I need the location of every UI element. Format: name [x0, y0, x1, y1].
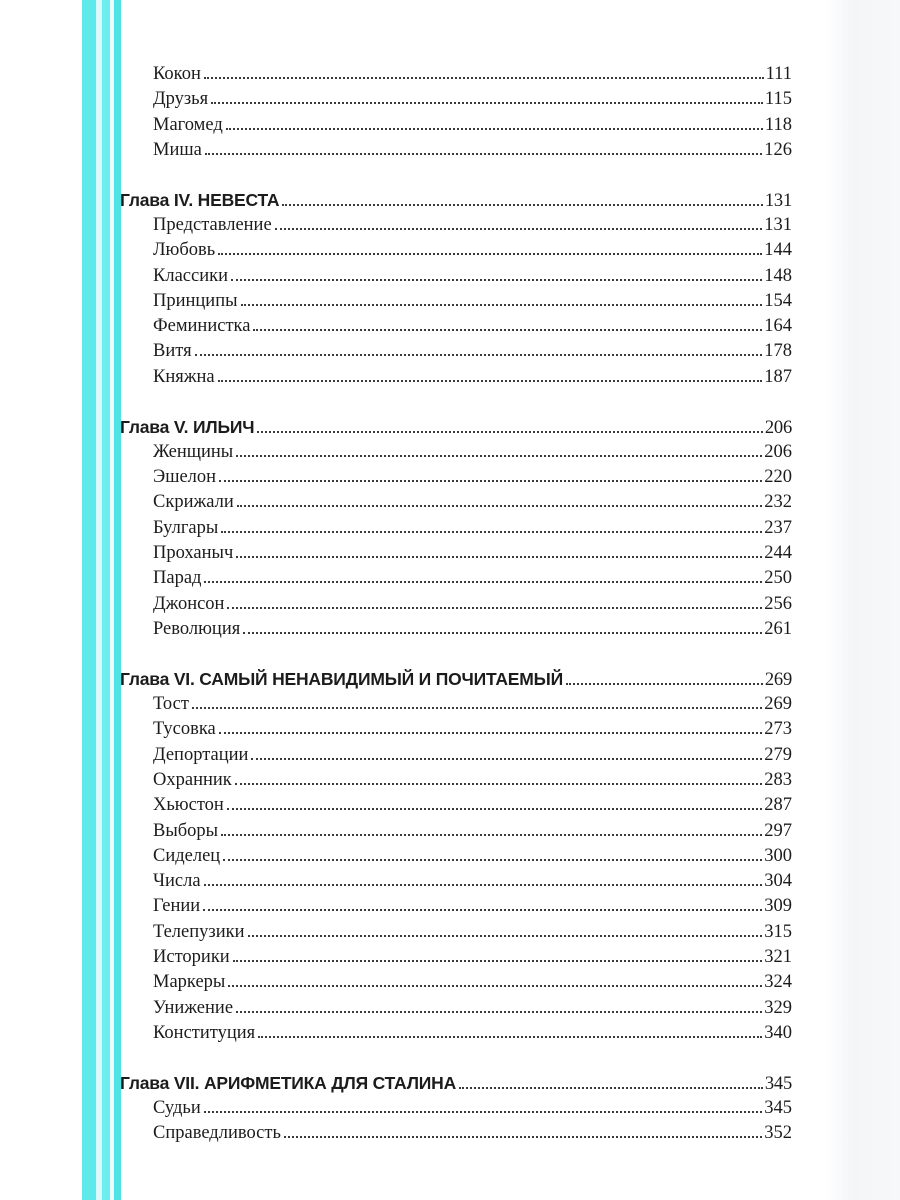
toc-entry: [120, 793, 792, 818]
toc-entry: [120, 592, 792, 617]
toc-entry-title: Унижение: [153, 997, 234, 1018]
toc-entry-title: Числа: [153, 871, 201, 892]
toc-entry: [120, 768, 792, 793]
leader-dots: [253, 328, 762, 331]
toc-entry: [120, 996, 792, 1021]
toc-entry-page: 345: [764, 1097, 792, 1118]
toc-entry-page: 244: [764, 543, 792, 564]
toc-entry: [120, 945, 792, 970]
leader-dots: [221, 530, 762, 533]
toc-entry: [120, 844, 792, 869]
leader-dots: [211, 101, 763, 104]
leader-dots: [195, 353, 763, 356]
chapter-heading: [120, 667, 792, 692]
toc-entry: [120, 440, 792, 465]
section-gap: [120, 642, 792, 667]
leader-dots: [203, 908, 762, 911]
leader-dots: [235, 782, 762, 785]
toc-entry-page: 297: [764, 820, 792, 841]
toc-entry: [120, 465, 792, 490]
toc-entry-title: Революция: [153, 618, 241, 639]
toc-entry: [120, 113, 792, 138]
toc-entry-page: 115: [764, 89, 792, 110]
toc-entry-page: 279: [764, 744, 792, 765]
toc-entry: [120, 692, 792, 717]
toc-entry: [120, 743, 792, 768]
toc-entry: [120, 1096, 792, 1121]
toc-entry-title: Феминистка: [153, 316, 251, 337]
toc-entry: [120, 490, 792, 515]
toc-entry-page: 352: [764, 1123, 792, 1144]
toc-entry-title: Сиделец: [153, 845, 221, 866]
toc-entry-page: 287: [764, 795, 792, 816]
leader-dots: [236, 555, 762, 558]
leader-dots: [227, 807, 762, 810]
chapter-title: Глава IV. НЕВЕСТА: [120, 189, 280, 210]
section-gap: [120, 390, 792, 415]
leader-dots: [251, 757, 762, 760]
leader-dots: [218, 252, 762, 255]
leader-dots: [566, 682, 763, 685]
toc-entry-page: 118: [764, 114, 792, 135]
toc-entry-title: Витя: [153, 341, 192, 362]
toc-entry-title: Женщины: [153, 441, 234, 462]
toc-entry-title: Миша: [153, 139, 202, 160]
chapter-heading: [120, 415, 792, 440]
toc-entry-title: Справедливость: [153, 1123, 281, 1144]
chapter-title: Глава V. ИЛЬИЧ: [120, 416, 255, 437]
leader-dots: [227, 606, 762, 609]
toc-entry-title: Тусовка: [153, 719, 216, 740]
toc-entry-title: Скрижали: [153, 492, 234, 513]
toc-entry-title: Классики: [153, 265, 228, 286]
toc-entry-title: Кокон: [153, 64, 201, 84]
toc-entry-page: 178: [764, 341, 792, 362]
toc-entry-title: Телепузики: [153, 921, 245, 942]
toc-entry: [120, 1021, 792, 1046]
leader-dots: [204, 1110, 763, 1113]
toc-entry-title: Гении: [153, 896, 201, 917]
leader-dots: [204, 76, 764, 79]
toc-entry: [120, 238, 792, 263]
toc-entry-title: Историки: [153, 947, 230, 967]
toc-entry: [120, 541, 792, 566]
toc-entry-title: Принципы: [153, 290, 238, 311]
toc-entry: [120, 213, 792, 238]
toc-entry-page: 164: [764, 316, 792, 337]
toc-entry: [120, 869, 792, 894]
chapter-title: Глава VI. САМЫЙ НЕНАВИДИМЫЙ И ПОЧИТАЕМЫЙ: [120, 668, 563, 689]
toc-entry: [120, 1121, 792, 1146]
chapter-page: 131: [764, 190, 792, 211]
toc-entry-title: Маркеры: [153, 972, 226, 993]
toc-entry-title: Эшелон: [153, 467, 217, 488]
toc-entry: [120, 920, 792, 945]
leader-dots: [223, 858, 762, 861]
toc-entry-title: Любовь: [153, 240, 216, 261]
toc-entry: [120, 87, 792, 112]
toc-entry-title: Судьи: [153, 1097, 201, 1118]
leader-dots: [236, 454, 762, 457]
toc-entry-page: 283: [764, 769, 792, 790]
toc-entry-title: Конституция: [153, 1022, 256, 1043]
toc-entry-page: 154: [764, 290, 792, 311]
chapter-title: Глава VII. АРИФМЕТИКА ДЛЯ СТАЛИНА: [120, 1072, 457, 1093]
toc-entry-page: 340: [764, 1022, 792, 1043]
toc-entry-title: Парад: [153, 568, 202, 589]
toc-entry-page: 220: [764, 467, 792, 488]
chapter-page: 206: [764, 417, 792, 438]
toc-entry: [120, 566, 792, 591]
leader-dots: [258, 1035, 762, 1038]
spine-stripe: [82, 0, 96, 1200]
toc-entry-page: 256: [764, 593, 792, 614]
toc-entry-page: 324: [764, 972, 792, 993]
leader-dots: [257, 430, 763, 433]
leader-dots: [284, 1135, 762, 1138]
toc-entry-page: 273: [764, 719, 792, 740]
toc-entry-page: 250: [764, 568, 792, 589]
leader-dots: [237, 504, 762, 507]
chapter-heading: [120, 1071, 792, 1096]
leader-dots: [221, 833, 762, 836]
toc-entry: [120, 516, 792, 541]
section-gap: [120, 163, 792, 188]
toc-entry-page: 237: [764, 517, 792, 538]
leader-dots: [205, 152, 762, 155]
chapter-page: 269: [764, 669, 792, 690]
toc-entry: [120, 894, 792, 919]
leader-dots: [241, 303, 763, 306]
leader-dots: [275, 227, 763, 230]
leader-dots: [282, 203, 763, 206]
toc-entry: [120, 717, 792, 742]
toc-entry: [120, 339, 792, 364]
leader-dots: [219, 731, 763, 734]
toc-entry-page: 148: [764, 265, 792, 286]
toc-entry-title: Магомед: [153, 114, 223, 135]
toc-entry-page: 131: [764, 214, 792, 235]
toc-entry-title: Выборы: [153, 820, 219, 841]
toc-entry-title: Проханыч: [153, 543, 234, 564]
toc-entry: [120, 264, 792, 289]
toc-entry-title: Представление: [153, 214, 272, 235]
leader-dots: [192, 706, 762, 709]
toc-entry-title: Булгары: [153, 517, 219, 538]
chapter-heading: [120, 188, 792, 213]
book-spine: [0, 0, 130, 1200]
leader-dots: [204, 883, 763, 886]
toc-entry: [120, 365, 792, 390]
page-edge-shadow: [824, 0, 900, 1200]
toc-entry-page: 232: [764, 492, 792, 513]
toc-entry-page: 269: [764, 694, 792, 715]
chapter-page: 345: [764, 1073, 792, 1094]
section-gap: [120, 1046, 792, 1071]
toc-entry-page: 144: [764, 240, 792, 261]
toc-entry: [120, 970, 792, 995]
toc-entry-title: Хьюстон: [153, 795, 224, 816]
table-of-contents: [120, 62, 792, 1147]
toc-entry-page: 321: [764, 947, 792, 967]
toc-entry: [120, 819, 792, 844]
leader-dots: [204, 580, 762, 583]
toc-entry-page: 261: [764, 618, 792, 639]
toc-entry-title: Охранник: [153, 769, 232, 790]
leader-dots: [243, 631, 762, 634]
toc-entry-page: 329: [764, 997, 792, 1018]
toc-entry-page: 300: [764, 845, 792, 866]
toc-entry-page: 206: [764, 441, 792, 462]
toc-entry: [120, 617, 792, 642]
toc-entry-title: Друзья: [153, 89, 209, 110]
toc-entry-page: 126: [764, 139, 792, 160]
toc-entry-page: 304: [764, 871, 792, 892]
leader-dots: [459, 1086, 763, 1089]
toc-entry: [120, 138, 792, 163]
leader-dots: [218, 379, 763, 382]
toc-entry-page: 187: [764, 366, 792, 387]
toc-entry: [120, 314, 792, 339]
leader-dots: [236, 1010, 762, 1013]
leader-dots: [233, 959, 763, 962]
toc-entry-page: 315: [764, 921, 792, 942]
leader-dots: [226, 127, 763, 130]
leader-dots: [228, 984, 762, 987]
toc-entry-title: Тост: [153, 694, 189, 715]
toc-entry-page: 111: [765, 64, 792, 84]
leader-dots: [231, 278, 762, 281]
leader-dots: [219, 479, 762, 482]
spine-stripe: [102, 0, 110, 1200]
leader-dots: [248, 934, 763, 937]
toc-entry-title: Депортации: [153, 744, 249, 765]
toc-entry-title: Княжна: [153, 366, 215, 387]
toc-entry-title: Джонсон: [153, 593, 225, 614]
toc-entry: [120, 289, 792, 314]
toc-entry-page: 309: [764, 896, 792, 917]
toc-entry: [120, 62, 792, 87]
